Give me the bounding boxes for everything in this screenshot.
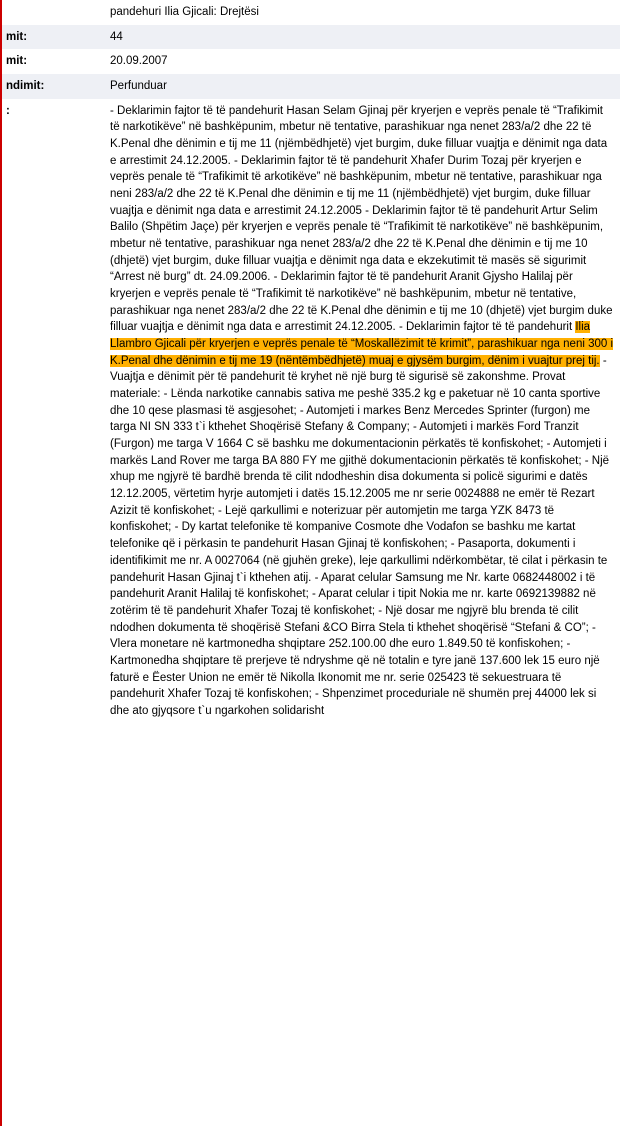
table-row (0, 25, 620, 50)
row-value-partial: pandehuri Ilia Gjicali: Drejtësi (104, 0, 620, 25)
table-row (0, 49, 620, 74)
decision-highlight: Ilia Llambro Gjicali për kryerjen e veprës penale të “Moskallëzimit të krimit”, parashikuar nga neni 300 i K.Penal dhe dënimin e tij me 19 (nëntëmbëdhjetë) muaj e gjysëm burgim, dënim i vuajtur prej tij. (110, 321, 614, 367)
row-value-number: 44 (104, 25, 620, 50)
row-label-status: ndimit: (0, 74, 104, 99)
row-label-number: mit: (0, 25, 104, 50)
table-row (0, 74, 620, 99)
table-row-decision (0, 99, 620, 724)
decision-text (104, 99, 620, 724)
left-margin-rule (0, 0, 2, 1126)
row-value-date: 20.09.2007 (104, 49, 620, 74)
decision-part-1: - Deklarimin fajtor të të pandehurit Hasan Selam Gjinaj për kryerjen e veprës penale të “Trafikimit të narkotikëve” në bashkëpunim, mbetur në tentative, parashikuar nga nenet 283/a/2 dhe 22 të K.Penal dhe dënimin e tij me 11 (njëmbëdhjetë) vjet burgim, duke filluar vuajtja e dënimit nga data e arrestimit 24.12.2005. - Deklarimin fajtor të të pandehurit Xhafer Durim Tozaj për kryerjen e veprës penale të “Trafikimit të arkotikëve” në bashkëpunim, mbetur në tentative, parashikuar nga neni 283/a/2 dhe 22 të K.Penal dhe dënimin e tij me 11 (njëmbëdhjetë) vjet burgim, duke filluar vuajtja e dënimit nga data e arrestimit 24.12.2005 - Deklarimin fajtor të të pandehurit Artur Selim Balilo (Shpëtim Jaçe) për kryerjen e veprës penale të “Trafikimit të narkotikëve” në bashkëpunim, mbetur në tentative, parashikuar nga nenet 283/a/2 dhe 22 të K.Penal dhe dënimin e tij me 10 (dhjetë) vjet burgim, duke filluar vuajtja e dënimit nga data e ekzekutimit të masës së sigurimit “Arrest në burg” dt. 24.09.2006. - Deklarimin fajtor të të pandehurit Aranit Gjysho Halilaj për kryerjen e veprës penale të “Trafikimit të narkotikëve” në bashkëpunim, mbetur në tentative, parashikuar nga nenet 283/a/2 dhe 22 të K.Penal dhe dënimin e tij me 10 (dhjetë) vjet burgim duke filluar vuajtja e dënimit nga data e arrestimit 24.12.2005. - (110, 104, 613, 334)
row-value-status: Perfunduar (104, 74, 620, 99)
row-label-partial (0, 0, 104, 25)
table-row (0, 0, 620, 25)
row-label-decision: : (0, 99, 104, 724)
decision-part-2: - Vuajtja e dënimit për të pandehurit të kryhet në një burg të sigurisë së zakonshme. Provat materiale: - Lënda narkotike cannabis sativa me peshë 335.2 kg e paketuar në 10 canta sportive dhe 10 qese plasmasi të asgjesohet; - Automjeti i markes Benz Mercedes Sprinter (furgon) me targa NI SN 333 t`i kthehet Shoqërisë Stefany & Company; - Automjeti i markës Ford Tranzit (Furgon) me targa V 1664 C së bashku me dokumentacionin përkatës të konfiskohet; - Automjeti i markës Land Rover me targa BA 880 FY me gjithë dokumentacionin përkatës të konfiskohet; - Një xhup me ngjyrë të bardhë brenda të cilit ndodheshin disa dokumenta si policë sigurimi e datës 12.12.2005, vërtetim hyrje automjeti i datës 15.12.2005 me nr serie 0024888 ne emër të Rezart Azizit të konfiskohet; - Lejë qarkullimi e noterizuar për automjetin me targa YZK 8473 të konfiskohet; - Dy kartat telefonike të kompanive Cosmote dhe Vodafon se bashku me kartat telefonike që i përkasin te pandehurit Hasan Gjinaj të konfiskohen; - Pasaporta, dokumenti i identifikimit me nr. A 0027064 (në gjuhën greke), leje qarkullimi ndërkombëtar, të cilat i përkasin te pandehurit Hasan Gjinaj t`i kthehen atij. - Aparat celular Samsung me Nr. karte 0682448002 i të pandehurit Aranit Halilaj të konfiskohet; - Aparat celular i tipit Nokia me nr. karte 0692139882 në zotërim të të pandehurit Xhafer Tozaj të konfiskohet; - Një dosar me ngjyrë blu brenda të cilit ndodhen dokumenta të shoqërisë Stefani &CO Birra Stela ti kthehet shoqërisë “Stefani & CO”; - Vlera monetare në kartmonedha shqiptare 252.100.00 dhe euro 1.849.50 të konfiskohen; - Kartmonedha shqiptare të prerjeve të ndryshme që në totalin e tyre janë 137.600 lek 15 euro një faturë e Ëester Union ne emër të Nikolla Ikonomit me nr. serie 025423 të sekuestruara të pandehurit Xhafer Tozaj të konfiskohen; - Shpenzimet proceduriale në shumën prej 44000 lek si dhe ato gjyqsore t`u ngarkohen solidarisht (110, 354, 610, 717)
decision-part-pre-highlight: Deklarimin fajtor të të pandehurit (405, 321, 576, 334)
row-label-date: mit: (0, 49, 104, 74)
